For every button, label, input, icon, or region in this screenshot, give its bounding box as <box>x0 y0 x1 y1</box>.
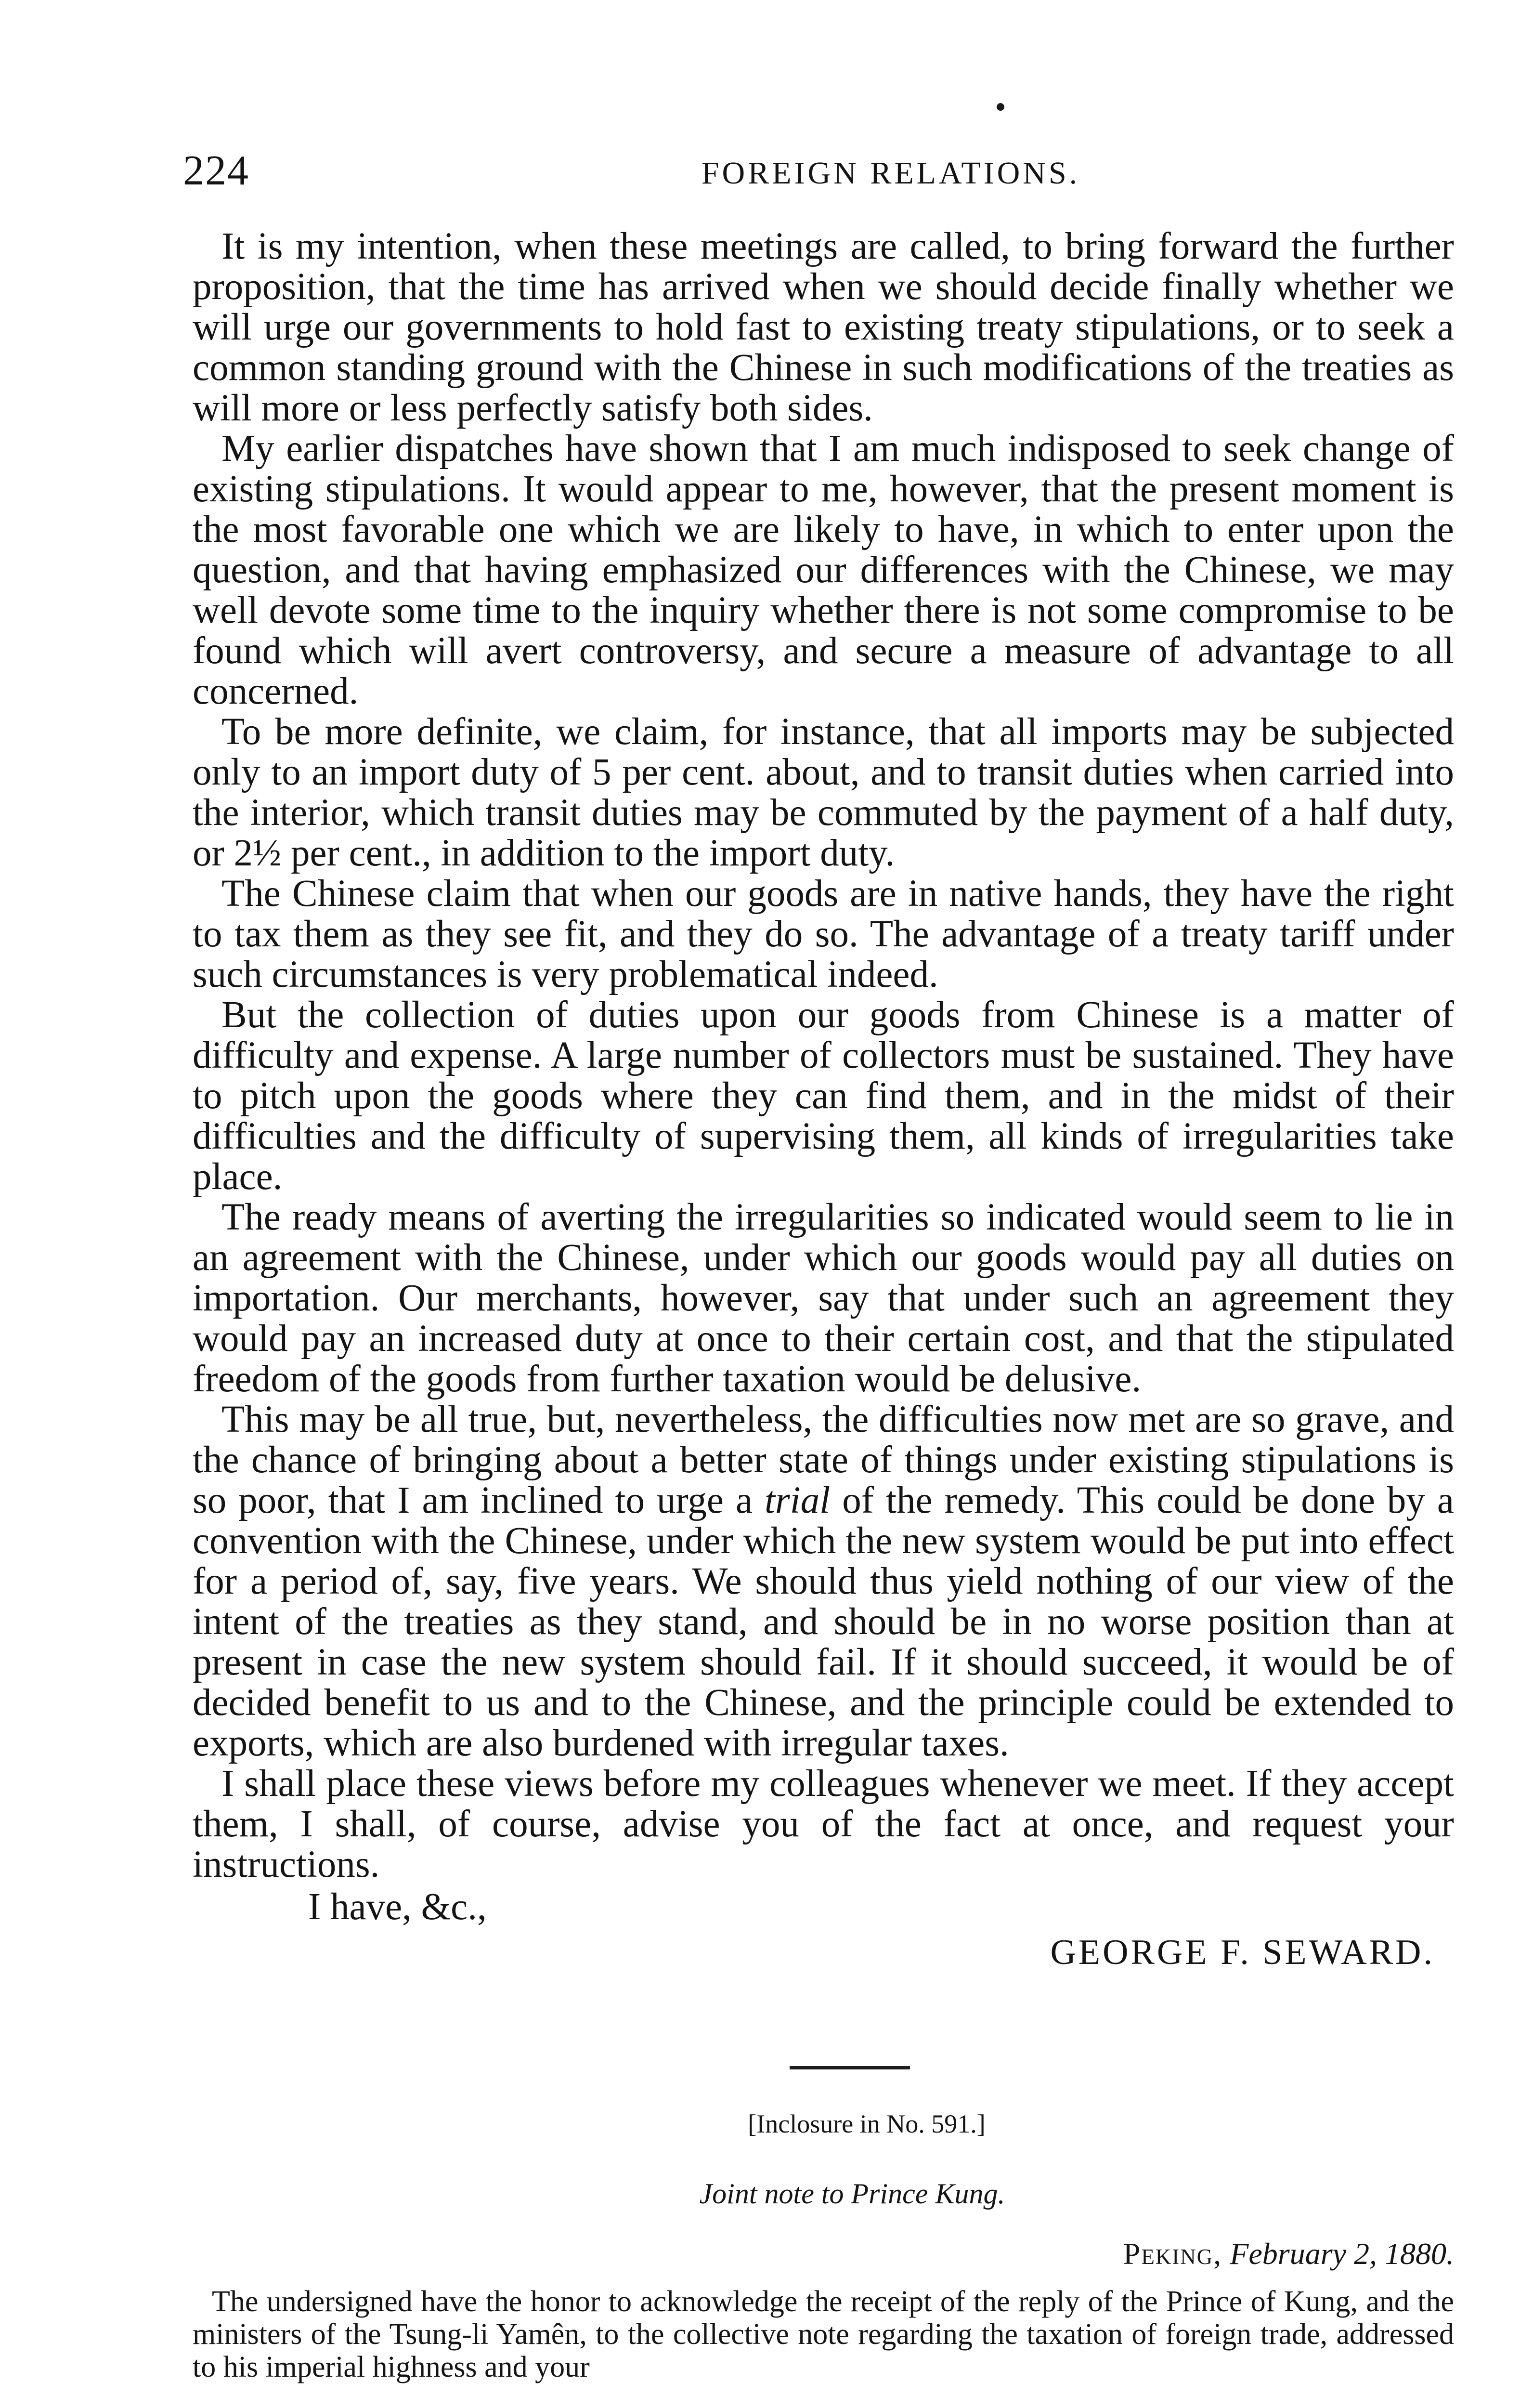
paragraph-7-part-2: of the remedy. This could be done by a convention with the Chinese, under which the new system would be put into effect for a period of, say, five years. We should thus yield nothing of our view of the intent of the treaties as they stand, and should be in no worse position than at present in case the new system should fail. If it should succeed, it would be of decided benefit to us and to the Chinese, and the principle could be extended to exports, which are also burdened with irregular taxes. <box>193 1479 1454 1764</box>
dateline <box>193 2235 1454 2273</box>
closing-block <box>193 1887 1454 1973</box>
paragraph-3: To be more definite, we claim, for instance, that all imports may be subjected only to an import duty of 5 per cent. about, and to transit duties when carried into the interior, which transit duties may be commuted by the payment of a half duty, or 2½ per cent., in addition to the import duty. <box>193 711 1454 874</box>
section-divider <box>790 2066 910 2069</box>
signature: GEORGE F. SEWARD. <box>1050 1933 1435 1972</box>
inclosure-text: The undersigned have the honor to acknowledge the receipt of the reply of the Prince of Kung, and the ministers of the Tsung-li Yamên, to the collective note regarding the taxation of foreign trade, addressed to his imperial highness and your <box>193 2285 1454 2383</box>
paragraph-7-italic-word: trial <box>765 1479 831 1521</box>
letter-body <box>193 226 1454 1973</box>
paragraph-4: The Chinese claim that when our goods are in native hands, they have the right to tax them as they see fit, and they do so. The advantage of a treaty tariff under such circumstances is very problematical indeed. <box>193 873 1454 995</box>
running-title: FOREIGN RELATIONS. <box>701 156 1080 191</box>
printing-speck <box>997 103 1004 111</box>
paragraph-6: The ready means of averting the irregularities so indicated would seem to lie in an agreement with the Chinese, under which our goods would pay all duties on importation. Our merchants, however, say that under such an agreement they would pay an increased duty at once to their certain cost, and that the stipulated freedom of the goods from further taxation would be delusive. <box>193 1196 1454 1400</box>
paragraph-8: I shall place these views before my colleagues whenever we meet. If they accept them, I shall, of course, advise you of the fact at once, and request your instructions. <box>193 1763 1454 1885</box>
paragraph-2: My earlier dispatches have shown that I am much indisposed to seek change of existing stipulations. It would appear to me, however, that the present moment is the most favorable one which we are likely to have, in which to enter upon the question, and that having emphasized our differences with the Chinese, we may well devote some time to the inquiry whether there is not some compromise to be found which will avert controversy, and secure a measure of advantage to all concerned. <box>193 428 1454 712</box>
dateline-place: Peking, <box>1123 2237 1222 2271</box>
paragraph-5: But the collection of duties upon our goods from Chinese is a matter of difficulty and expense. A large number of collectors must be sustained. They have to pitch upon the goods where they can find them, and in the midst of their difficulties and the difficulty of supervising them, all kinds of irregularities take place. <box>193 994 1454 1198</box>
paragraph-7 <box>193 1400 1454 1764</box>
inclosure-label: [Inclosure in No. 591.] <box>748 2109 986 2138</box>
page-number: 224 <box>183 147 249 194</box>
paragraph-7-part-1: This may be all true, but, nevertheless, the difficulties now met are so grave, and the chance of bringing about a better state of things under existing stipulations is so poor, that I am inclined to urge a <box>193 1399 1454 1521</box>
dateline-date: February 2, 1880. <box>1230 2237 1454 2271</box>
running-header <box>183 144 1454 197</box>
paragraph-1: It is my intention, when these meetings are called, to bring forward the further proposition, that the time has arrived when we should decide finally whether we will urge our governments to hold fast to existing treaty stipulations, or to seek a common standing ground with the Chinese in such modifications of the treaties as will more or less perfectly satisfy both sides. <box>193 225 1454 429</box>
note-title: Joint note to Prince Kung. <box>699 2178 1005 2210</box>
closing-greeting: I have, &c., <box>308 1886 487 1928</box>
